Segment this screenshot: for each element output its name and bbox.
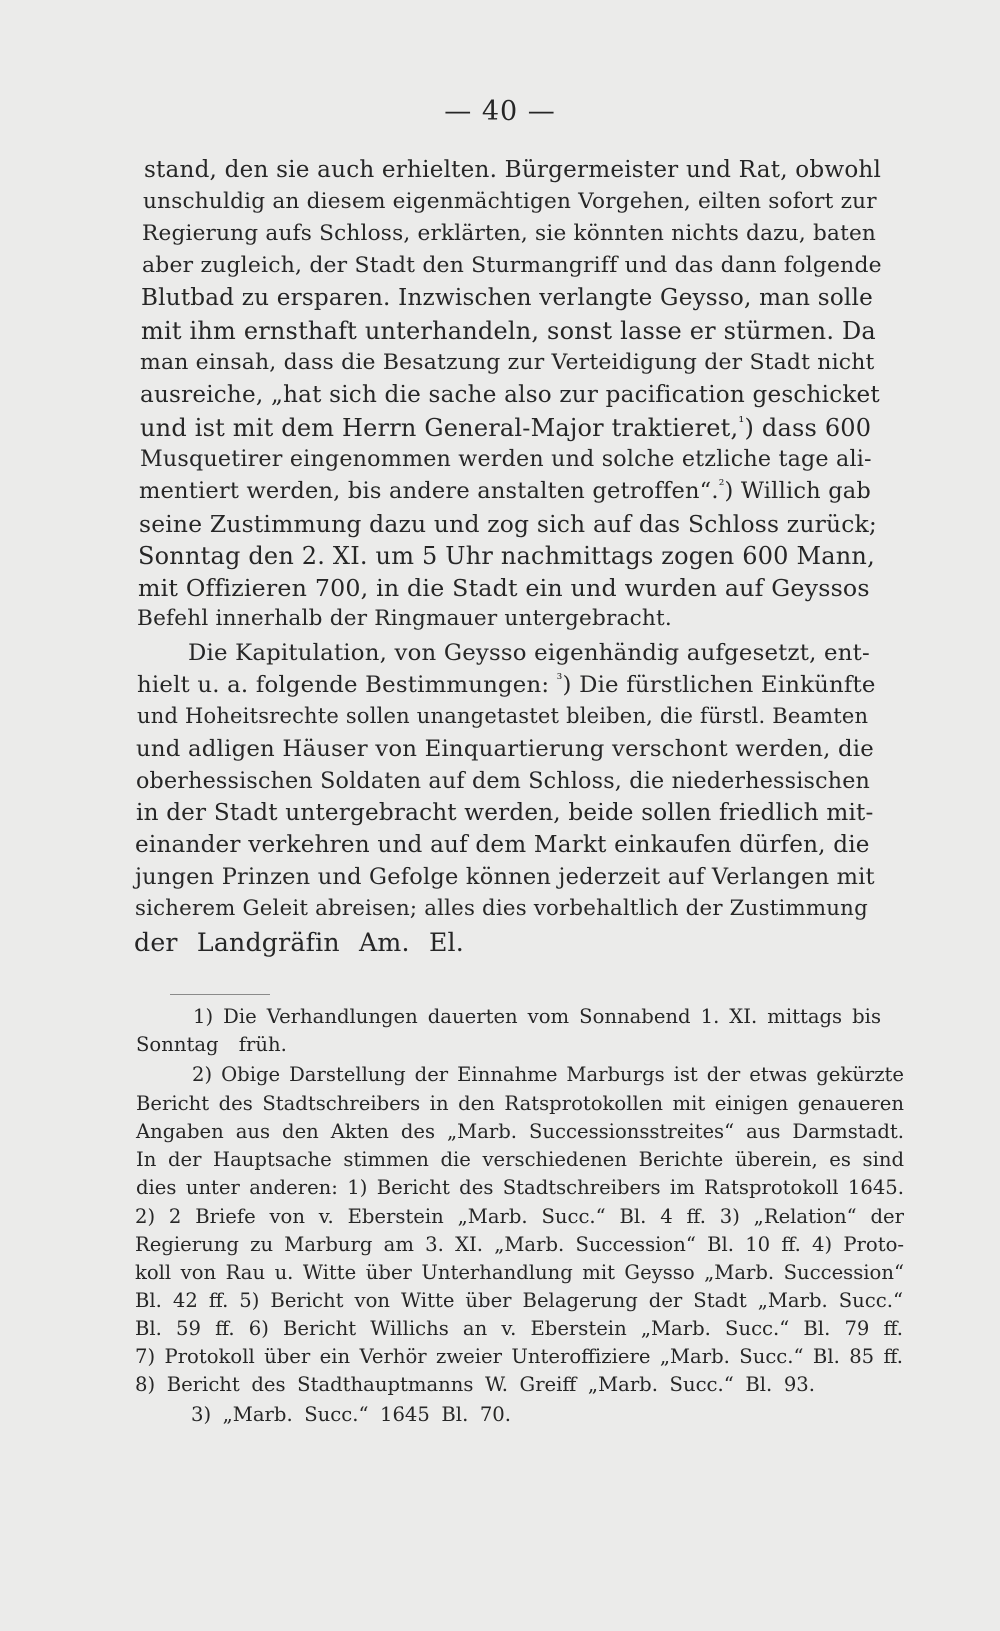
text-segment: und ist mit dem Herrn General-Major traktieret, [140,414,739,442]
footnote-line: Angaben aus den Akten des „Marb. Successionsstreites“ aus Darmstadt. [136,1120,904,1143]
footnote-line: 1) Die Verhandlungen dauerten vom Sonnabend 1. XI. mittags bis [193,1005,881,1028]
text-line: mit ihm ernsthaft unterhandeln, sonst lasse er stürmen. Da [141,317,876,345]
footnote-line: 2) 2 Briefe von v. Eberstein „Marb. Succ.“ Bl. 4 ff. 3) „Relation“ der [135,1205,904,1228]
text-line: Musquetirer eingenommen werden und solche etzliche tage ali- [140,446,872,472]
text-line: Die Kapitulation, von Geysso eigenhändig aufgesetzt, ent- [188,640,870,666]
footnote-line: Bl. 42 ff. 5) Bericht von Witte über Belagerung der Stadt „Marb. Succ.“ [135,1289,903,1312]
text-line: in der Stadt untergebracht werden, beide sollen friedlich mit- [136,800,874,826]
text-line [137,672,877,698]
page-number: — 40 — [444,96,556,127]
text-segment: mentiert werden, bis andere anstalten getroffen“. [139,478,719,504]
text-line: einander verkehren und auf dem Markt einkaufen dürfen, die [135,832,870,858]
footnote-line: 7) Protokoll über ein Verhör zweier Unteroffiziere „Marb. Succ.“ Bl. 85 ff. [135,1345,903,1368]
text-line: oberhessischen Soldaten auf dem Schloss, die niederhessischen [136,768,871,794]
footnote-line: Sonntag früh. [136,1033,287,1056]
text-line: und Hoheitsrechte sollen unangetastet bleiben, die fürstl. Beamten [137,704,869,728]
footnote-line: 3) „Marb. Succ.“ 1645 Bl. 70. [191,1403,511,1426]
footnote-line: Bl. 59 ff. 6) Bericht Willichs an v. Eberstein „Marb. Succ.“ Bl. 79 ff. [135,1317,903,1340]
text-segment: ) dass 600 [744,414,872,442]
text-line: Blutbad zu ersparen. Inzwischen verlangte Geysso, man solle [141,285,873,311]
text-segment: hielt u. a. folgende Bestimmungen: [137,672,557,698]
text-line: jungen Prinzen und Gefolge können jederzeit auf Verlangen mit [135,864,875,890]
footnote-line: In der Hauptsache stimmen die verschiedenen Berichte überein, es sind [136,1148,904,1171]
text-line [139,478,879,504]
footnote-ref: ³ [556,671,563,688]
footnote-line: Regierung zu Marburg am 3. XI. „Marb. Succession“ Bl. 10 ff. 4) Proto- [135,1233,904,1256]
text-line: stand, den sie auch erhielten. Bürgermeister und Rat, obwohl [144,157,882,183]
text-segment: ) Die fürstlichen Einkünfte [562,672,876,698]
footnote-line: 8) Bericht des Stadthauptmanns W. Greiff „Marb. Succ.“ Bl. 93. [135,1373,815,1396]
footnote-ref: ¹ [738,413,745,431]
text-segment: ) Willich gab [724,478,872,504]
text-line: der Landgräfin Am. El. [134,928,464,957]
footnote-line: dies unter anderen: 1) Bericht des Stadtschreibers im Ratsprotokoll 1645. [136,1176,904,1199]
footnote-separator [170,994,270,995]
footnote-line: Bericht des Stadtschreibers in den Ratsprotokollen mit einigen genaueren [136,1092,904,1115]
footnote-line: koll von Rau u. Witte über Unterhandlung mit Geysso „Marb. Succession“ [135,1261,904,1284]
text-line: sicherem Geleit abreisen; alles dies vorbehaltlich der Zustimmung [135,896,868,921]
text-line [140,414,880,442]
footnote-line: 2) Obige Darstellung der Einnahme Marburgs ist der etwas gekürzte [192,1063,904,1086]
text-line: ausreiche, „hat sich die sache also zur pacification geschicket [140,382,880,408]
text-line: seine Zustimmung dazu und zog sich auf das Schloss zurück; [139,510,877,538]
text-line: Sonntag den 2. XI. um 5 Uhr nachmittags zogen 600 Mann, [138,542,875,570]
text-line: mit Offizieren 700, in die Stadt ein und wurden auf Geyssos [138,574,870,602]
text-line: unschuldig an diesem eigenmächtigen Vorgehen, eilten sofort zur [143,189,877,214]
text-line: und adligen Häuser von Einquartierung verschont werden, die [136,736,874,762]
text-line: Befehl innerhalb der Ringmauer untergebracht. [137,606,672,631]
text-line: Regierung aufs Schloss, erklärten, sie könnten nichts dazu, baten [142,221,877,246]
text-line: man einsah, dass die Besatzung zur Verteidigung der Stadt nicht [140,350,875,375]
footnote-ref: ² [718,477,725,494]
text-line: aber zugleich, der Stadt den Sturmangriff und das dann folgende [142,253,882,278]
